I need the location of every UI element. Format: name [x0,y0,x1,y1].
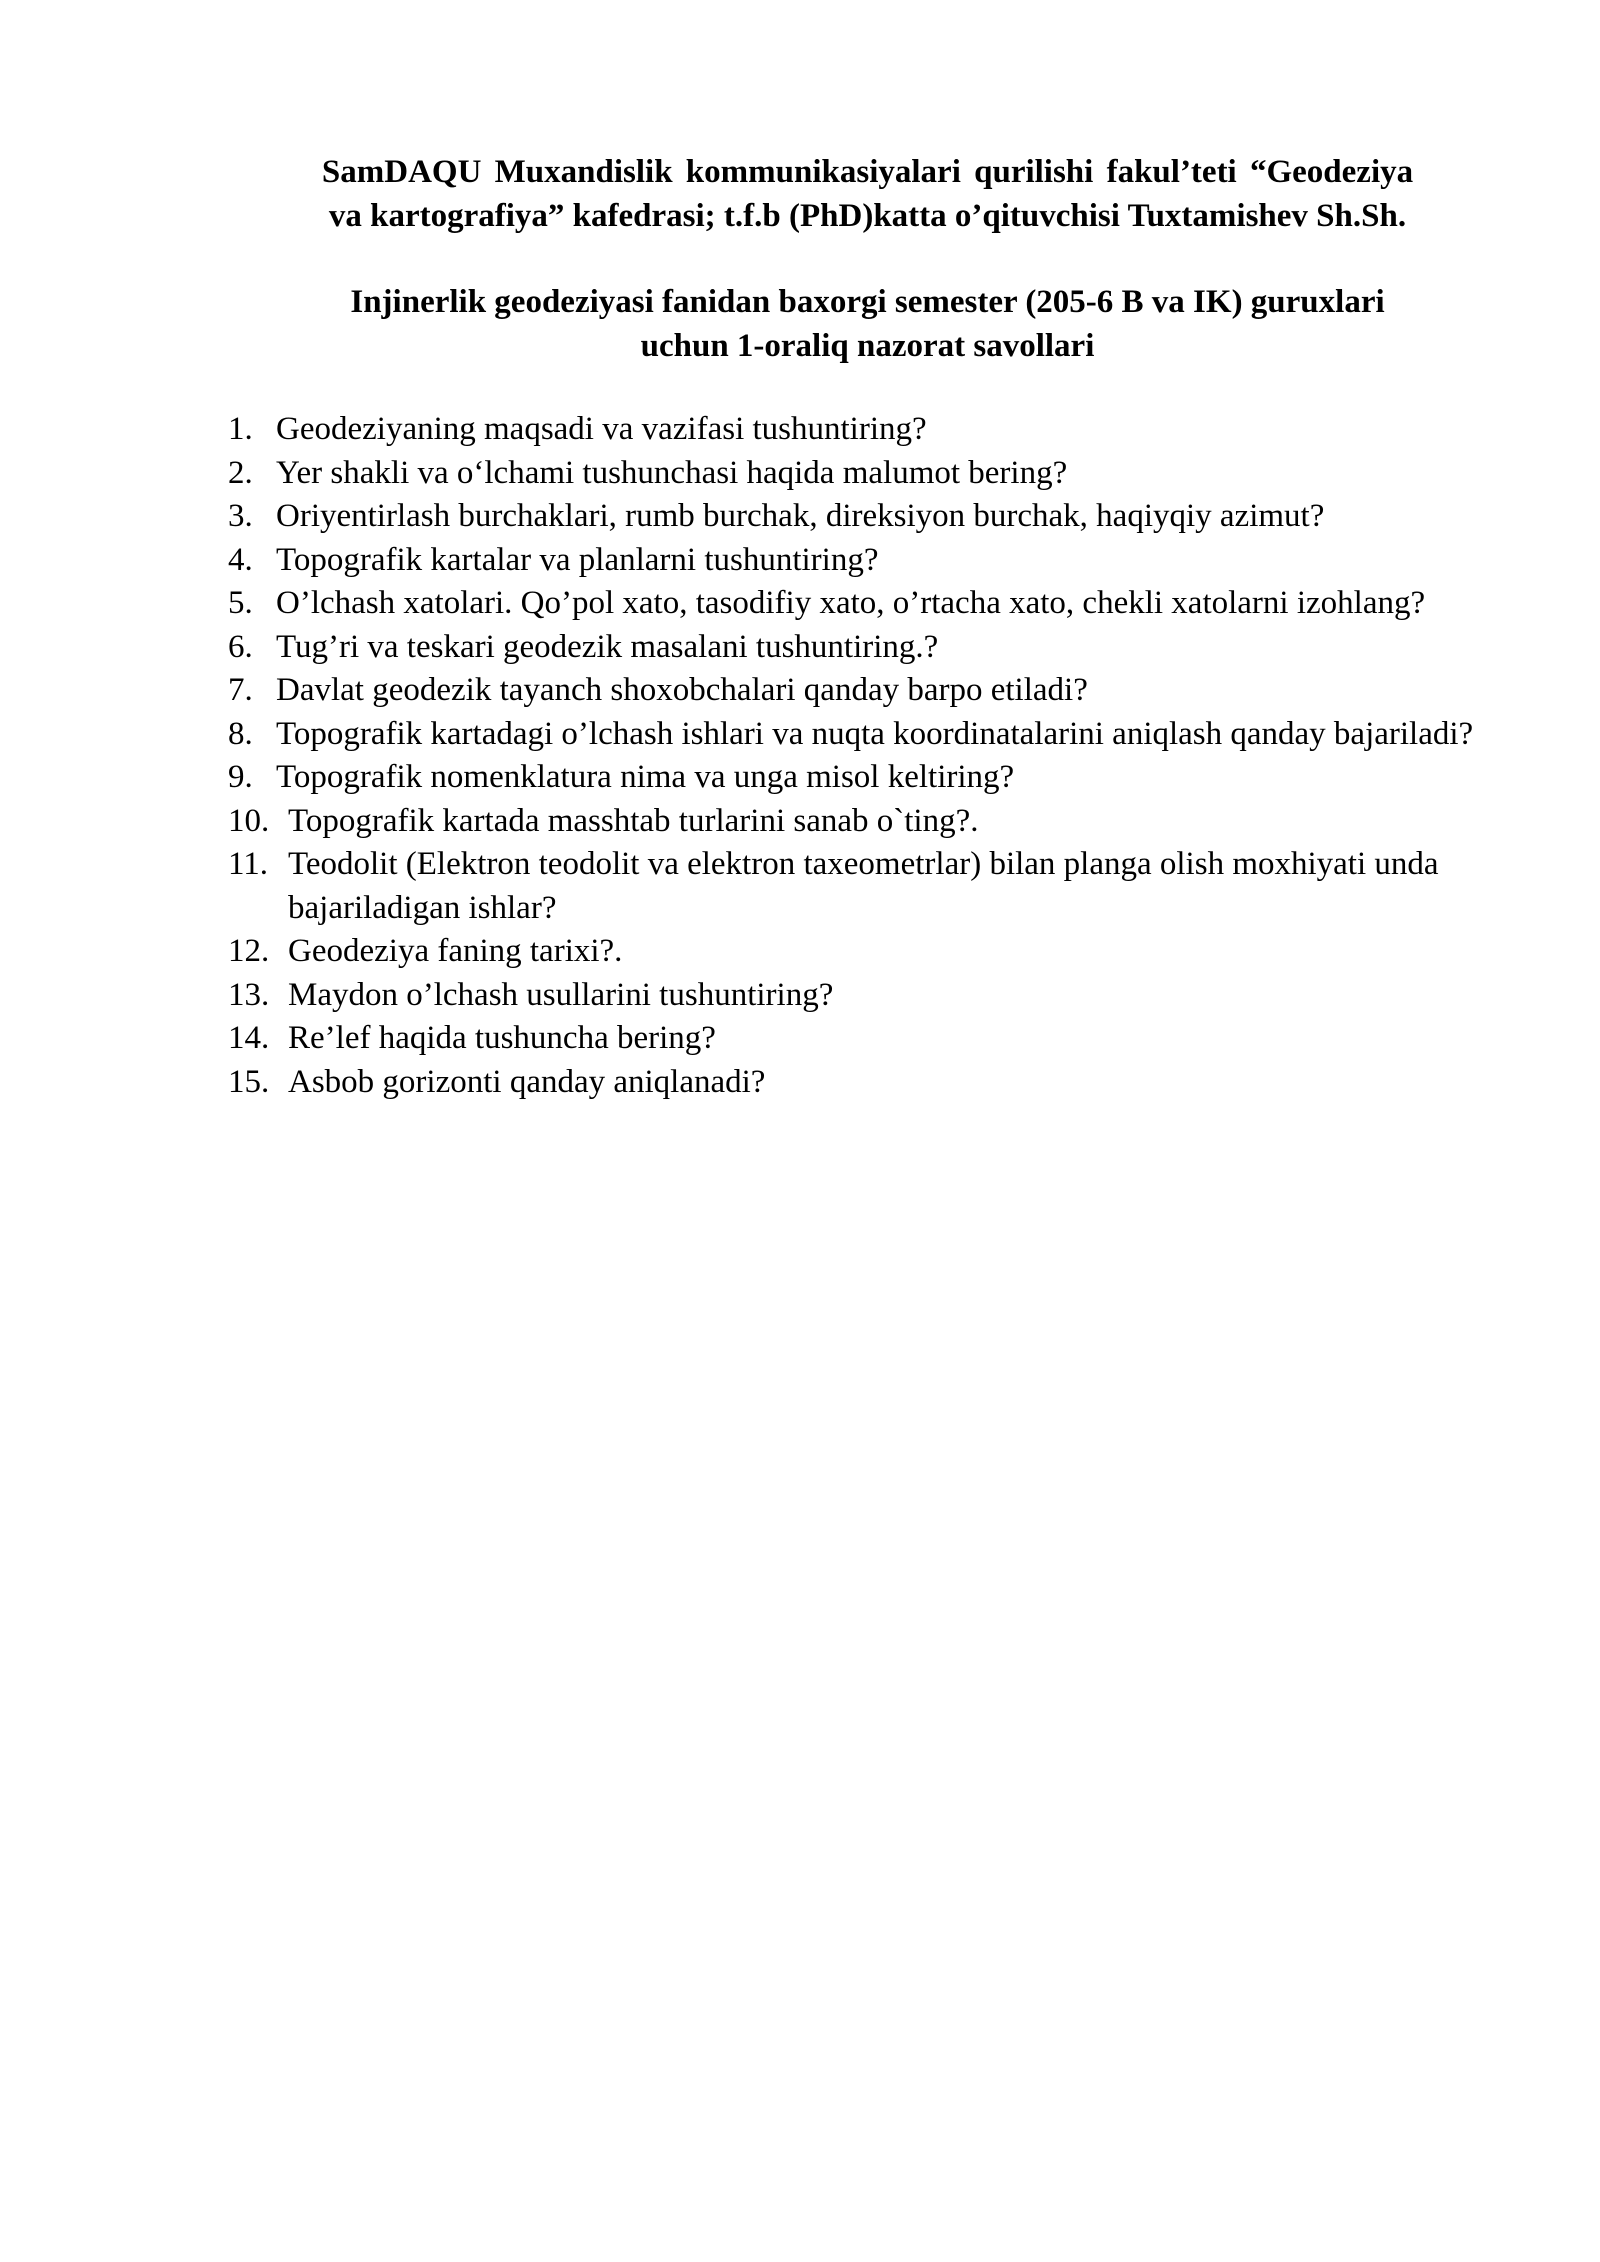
question-text: Oriyentirlash burchaklari, rumb burchak, direksiyon burchak, haqiyqiy azimut? [276,498,1325,534]
question-text: Topografik nomenklatura nima va unga misol keltiring? [276,759,1015,795]
header-line-1: SamDAQU Muxandislik kommunikasiyalari qurilishi fakul’teti “Geodeziya [321,154,1414,190]
document-title [225,280,1510,368]
question-text: Geodeziya faning tarixi?. [288,933,623,969]
question-text: Topografik kartalar va planlarni tushuntiring? [276,541,879,578]
question-text: Geodeziyaning maqsadi va vazifasi tushuntiring? [276,411,927,447]
question-list [228,408,1528,1104]
question-number: 5. [228,585,253,621]
question-number: 10. [228,802,270,839]
question-item [228,1017,1528,1061]
question-number: 7. [228,672,253,708]
question-item [228,800,1528,844]
question-item [228,626,1528,670]
question-number: 4. [228,541,253,578]
question-number: 11. [228,846,269,882]
question-text: Topografik kartada masshtab turlarini sanab o`ting?. [288,802,979,839]
question-number: 6. [228,628,253,665]
question-text: Tug’ri va teskari geodezik masalani tushuntiring.? [276,628,939,665]
question-item [228,756,1528,800]
question-item [228,843,1528,930]
question-number: 3. [228,498,253,534]
question-text: Maydon o’lchash usullarini tushuntiring? [288,976,834,1013]
question-text: Teodolit (Elektron teodolit va elektron taxeometrlar) bilan planga olish moxhiyati unda bajariladigan ishlar? [288,846,1439,926]
question-text: Topografik kartadagi o’lchash ishlari va nuqta koordinatalarini aniqlash qanday bajariladi? [276,715,1474,752]
question-text: O’lchash xatolari. Qo’pol xato, tasodifiy xato, o’rtacha xato, chekli xatolarni izohlang? [276,585,1426,621]
question-item [228,495,1528,539]
title-line-1: Injinerlik geodeziyasi fanidan baxorgi semester (205-6 B va IK) guruxlari [350,284,1385,320]
question-number: 2. [228,454,253,491]
question-item [228,930,1528,974]
question-text: Asbob gorizonti qanday aniqlanadi? [288,1063,766,1100]
question-number: 14. [228,1020,270,1056]
question-item [228,582,1528,626]
question-text: Re’lef haqida tushuncha bering? [288,1020,716,1056]
question-item [228,1061,1528,1105]
question-item [228,713,1528,757]
question-item [228,669,1528,713]
header-line-2: va kartografiya” kafedrasi; t.f.b (PhD)katta o’qituvchisi Tuxtamishev Sh.Sh. [328,198,1407,234]
question-item [228,408,1528,452]
question-number: 1. [228,411,253,447]
question-text: Davlat geodezik tayanch shoxobchalari qanday barpo etiladi? [276,672,1088,708]
title-line-2: uchun 1-oraliq nazorat savollari [640,328,1095,364]
question-item [228,452,1528,496]
question-number: 15. [228,1063,270,1100]
question-item [228,539,1528,583]
question-number: 12. [228,933,270,969]
question-number: 8. [228,715,253,752]
question-text: Yer shakli va o‘lchami tushunchasi haqida malumot bering? [276,454,1068,491]
question-number: 9. [228,759,253,795]
question-item [228,974,1528,1018]
question-number: 13. [228,976,270,1013]
document-header [225,150,1510,238]
